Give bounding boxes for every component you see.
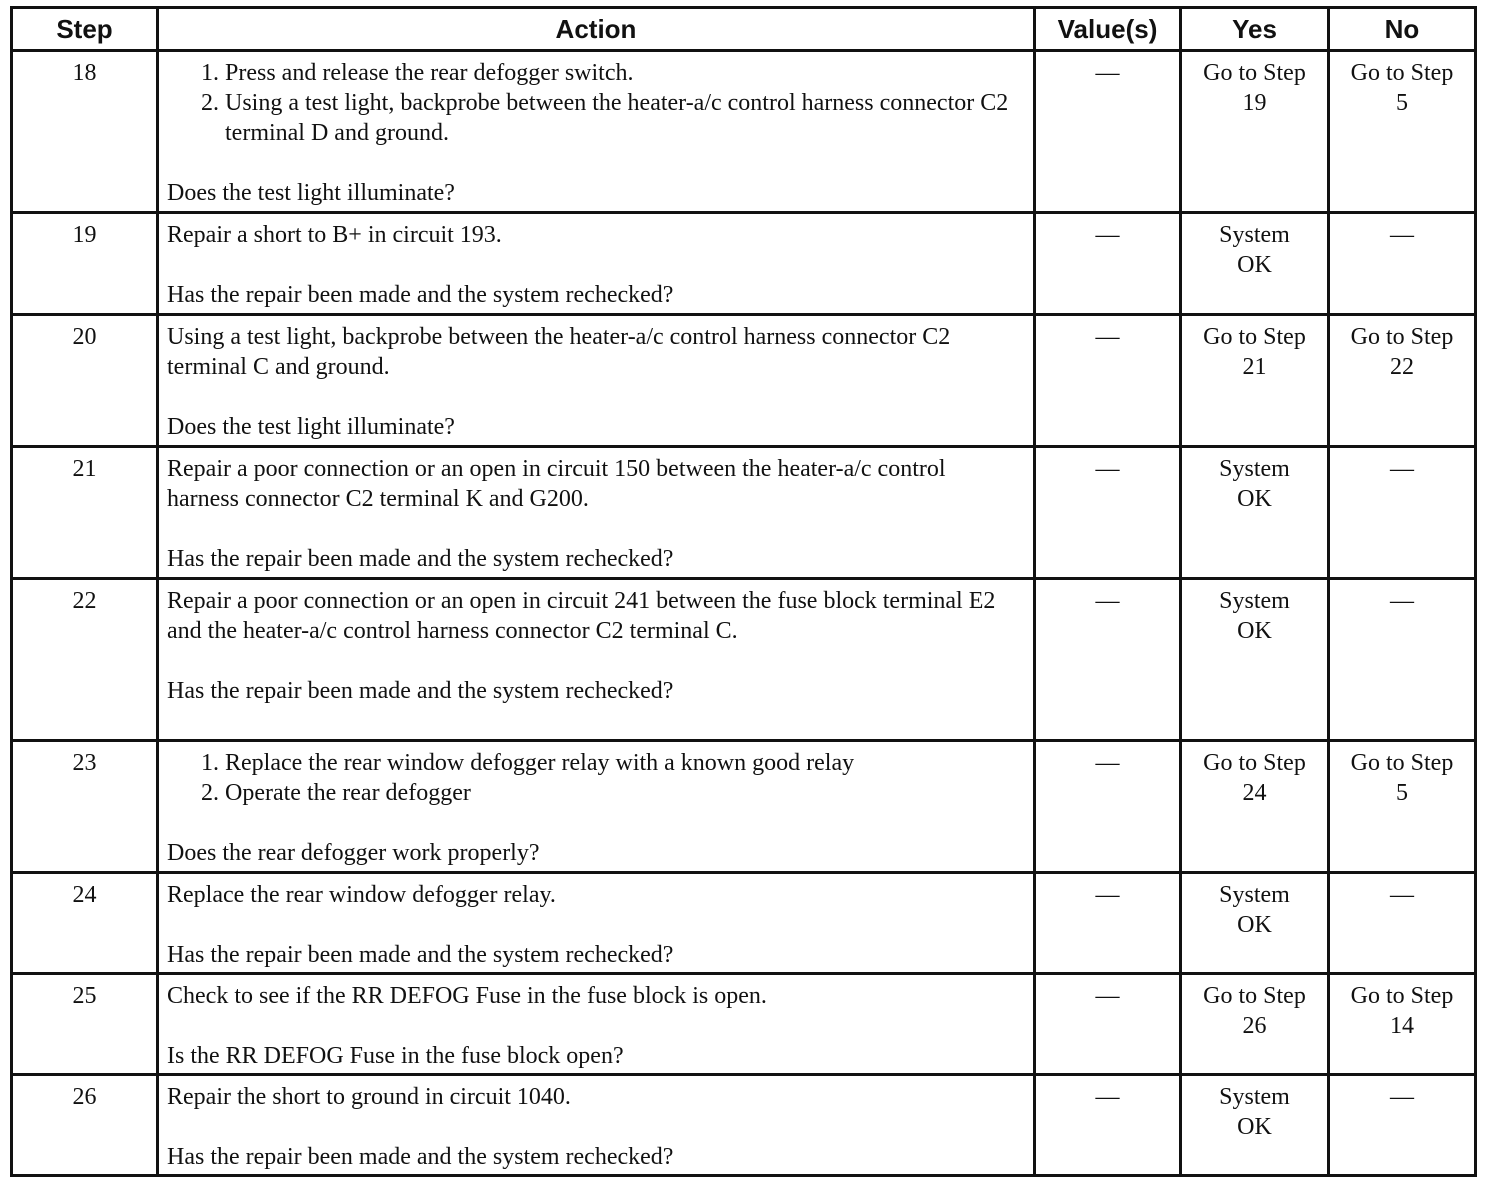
action-instruction: Repair a poor connection or an open in circuit 150 between the heater-a/c control harness connector C2 terminal K and G200. xyxy=(167,456,946,512)
action-question: Has the repair been made and the system rechecked? xyxy=(167,678,674,704)
action-question: Has the repair been made and the system rechecked? xyxy=(167,1144,674,1170)
no-cell xyxy=(1329,315,1476,447)
yes-cell xyxy=(1181,51,1329,213)
table-row xyxy=(12,447,1476,579)
action-question: Does the test light illuminate? xyxy=(167,414,455,440)
action-cell xyxy=(158,974,1035,1075)
no-cell xyxy=(1329,974,1476,1075)
no-text: Go to Step 5 xyxy=(1350,60,1454,116)
no-cell xyxy=(1329,213,1476,315)
no-text: — xyxy=(1390,456,1414,482)
yes-cell xyxy=(1181,1075,1329,1176)
no-text: Go to Step 14 xyxy=(1350,983,1454,1039)
action-question: Does the test light illuminate? xyxy=(167,180,455,206)
step-number: 20 xyxy=(12,315,158,447)
value-cell: — xyxy=(1035,447,1181,579)
action-list xyxy=(167,58,1021,148)
table-row xyxy=(12,51,1476,213)
action-instruction: Using a test light, backprobe between the heater-a/c control harness connector C2 terminal C and ground. xyxy=(167,324,951,380)
action-instruction: Repair a poor connection or an open in circuit 241 between the fuse block terminal E2 and the heater-a/c control harness connector C2 terminal C. xyxy=(167,588,996,644)
diagnostic-table xyxy=(10,6,1477,1177)
step-number: 23 xyxy=(12,741,158,873)
action-list-item: 2. Using a test light, backprobe between the heater-a/c control harness connector C2 terminal D and ground. xyxy=(225,88,1021,148)
action-question: Has the repair been made and the system rechecked? xyxy=(167,942,674,968)
action-cell xyxy=(158,741,1035,873)
header-yes: Yes xyxy=(1181,8,1329,51)
value-cell: — xyxy=(1035,51,1181,213)
action-cell xyxy=(158,1075,1035,1176)
table-row xyxy=(12,213,1476,315)
action-cell xyxy=(158,51,1035,213)
value-cell: — xyxy=(1035,579,1181,741)
action-cell xyxy=(158,447,1035,579)
step-number: 22 xyxy=(12,579,158,741)
action-instruction: Replace the rear window defogger relay. xyxy=(167,882,556,908)
step-number: 21 xyxy=(12,447,158,579)
yes-cell xyxy=(1181,974,1329,1075)
yes-text: System OK xyxy=(1219,456,1290,512)
yes-text: Go to Step 26 xyxy=(1203,983,1306,1039)
header-values: Value(s) xyxy=(1035,8,1181,51)
value-cell: — xyxy=(1035,873,1181,974)
yes-text: System OK xyxy=(1219,882,1290,938)
no-text: — xyxy=(1390,1084,1414,1110)
action-instruction: Check to see if the RR DEFOG Fuse in the fuse block is open. xyxy=(167,983,767,1009)
header-action: Action xyxy=(158,8,1035,51)
no-text: — xyxy=(1390,222,1414,248)
yes-text: Go to Step 24 xyxy=(1203,750,1306,806)
yes-cell xyxy=(1181,213,1329,315)
action-cell xyxy=(158,315,1035,447)
action-list xyxy=(167,748,1021,808)
yes-cell xyxy=(1181,447,1329,579)
step-number: 25 xyxy=(12,974,158,1075)
no-text: — xyxy=(1390,882,1414,908)
table-row xyxy=(12,974,1476,1075)
no-cell xyxy=(1329,447,1476,579)
header-row xyxy=(12,8,1476,51)
action-question: Has the repair been made and the system rechecked? xyxy=(167,282,674,308)
table-row xyxy=(12,579,1476,741)
step-number: 19 xyxy=(12,213,158,315)
yes-cell xyxy=(1181,315,1329,447)
value-cell: — xyxy=(1035,213,1181,315)
no-text: — xyxy=(1390,588,1414,614)
value-cell: — xyxy=(1035,974,1181,1075)
yes-text: System OK xyxy=(1219,222,1290,278)
yes-text: Go to Step 21 xyxy=(1203,324,1306,380)
action-list-item: 1. Replace the rear window defogger relay with a known good relay xyxy=(225,748,1021,778)
action-instruction: Repair the short to ground in circuit 1040. xyxy=(167,1084,571,1110)
no-cell xyxy=(1329,51,1476,213)
value-cell: — xyxy=(1035,741,1181,873)
action-cell xyxy=(158,213,1035,315)
header-no: No xyxy=(1329,8,1476,51)
yes-text: Go to Step 19 xyxy=(1203,60,1306,116)
action-cell xyxy=(158,579,1035,741)
yes-cell xyxy=(1181,579,1329,741)
table-row xyxy=(12,1075,1476,1176)
action-cell xyxy=(158,873,1035,974)
yes-cell xyxy=(1181,873,1329,974)
no-cell xyxy=(1329,579,1476,741)
yes-text: System OK xyxy=(1219,1084,1290,1140)
step-number: 24 xyxy=(12,873,158,974)
no-cell xyxy=(1329,1075,1476,1176)
action-question: Has the repair been made and the system rechecked? xyxy=(167,546,674,572)
no-text: Go to Step 22 xyxy=(1350,324,1454,380)
no-text: Go to Step 5 xyxy=(1350,750,1454,806)
no-cell xyxy=(1329,873,1476,974)
value-cell: — xyxy=(1035,1075,1181,1176)
step-number: 26 xyxy=(12,1075,158,1176)
header-step: Step xyxy=(12,8,158,51)
yes-text: System OK xyxy=(1219,588,1290,644)
action-list-item: 1. Press and release the rear defogger switch. xyxy=(225,58,1021,88)
action-question: Is the RR DEFOG Fuse in the fuse block open? xyxy=(167,1043,624,1069)
action-question: Does the rear defogger work properly? xyxy=(167,840,540,866)
action-instruction: Repair a short to B+ in circuit 193. xyxy=(167,222,502,248)
table-row xyxy=(12,741,1476,873)
table-row xyxy=(12,315,1476,447)
value-cell: — xyxy=(1035,315,1181,447)
no-cell xyxy=(1329,741,1476,873)
action-list-item: 2. Operate the rear defogger xyxy=(225,778,1021,808)
step-number: 18 xyxy=(12,51,158,213)
yes-cell xyxy=(1181,741,1329,873)
table-row xyxy=(12,873,1476,974)
